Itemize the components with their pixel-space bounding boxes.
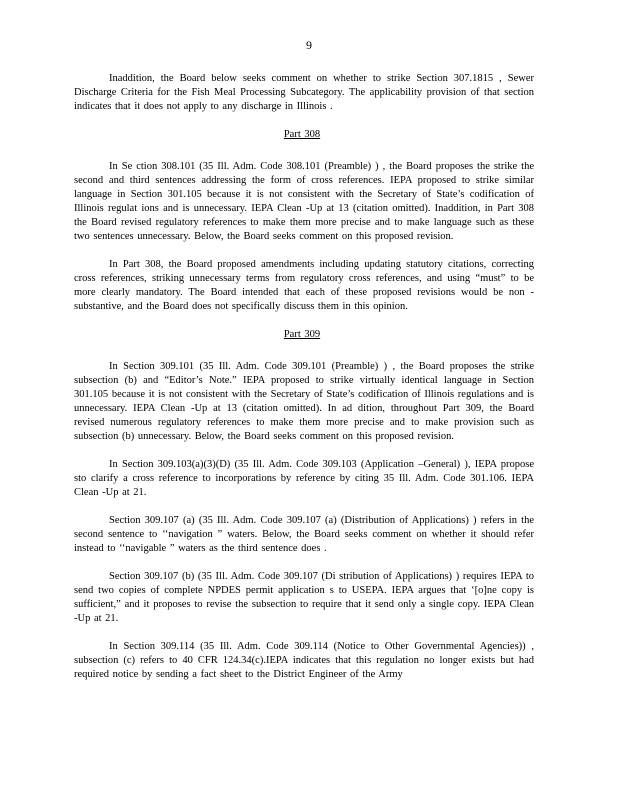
paragraph-308-101: In Se ction 308.101 (35 Ill. Adm. Code 308.101 (Preamble) ) , the Board proposes the strike the second and third sentences addressing the form of cross references. IEPA proposed to strike similar language in Section 301.105 because it is not consistent with the Secretary of State’s codification of Illinois regulat ions and is unnecessary. IEPA Clean -Up at 13 (citation omitted). Inaddition, in Part 308 the Board revised regulatory references to make them more precise and to make language such as these two sentences unnecessary. Below, the Board seeks comment on this proposed revision. (74, 161, 534, 242)
paragraph-309-101: In Section 309.101 (35 Ill. Adm. Code 309.101 (Preamble) ) , the Board proposes the strike subsection (b) and “Editor’s Note.” IEPA proposed to strike virtually identical language in Section 301.105 because it is not consistent with the Secretary of State’s codification of Illinois regulations and is unnecessary. IEPA Clean -Up at 13 (citation omitted). In ad dition, throughout Part 309, the Board revised numerous regulatory references to make them more precise and to make provision such as subsection (b) unnecessary. Below, the Board seeks comment on this proposed revision. (74, 361, 534, 442)
part-309-heading (74, 328, 534, 342)
part-308-heading-text: Part 308 (283, 129, 321, 140)
paragraph-part-308-amendments: In Part 308, the Board proposed amendments including updating statutory citations, correcting cross references, striking unnecessary terms from regulatory cross references, and using “must” to be more clearly mandatory. The Board intended that each of these proposed revisions would be non -substantive, and the Board does not specifically discuss them in this opinion. (74, 259, 534, 312)
paragraph-309-107-a: Section 309.107 (a) (35 Ill. Adm. Code 309.107 (a) (Distribution of Applications) ) refers in the second sentence to ‘‘navigation ” waters. Below, the Board seeks comment on whether it should refer instead to ‘‘navigable ” waters as the third sentence does . (74, 515, 534, 554)
part-308-heading (74, 128, 534, 142)
document-body (74, 72, 534, 696)
paragraph-309-107-b: Section 309.107 (b) (35 Ill. Adm. Code 309.107 (Di stribution of Applications) ) requires IEPA to send two copies of complete NPDES permit application s to USEPA. IEPA argues that ‘[o]ne copy is sufficient,” and it proposes to revise the subsection to require that it send only a single copy. IEPA Clean -Up at 21. (74, 571, 534, 624)
paragraph-309-114: In Section 309.114 (35 Ill. Adm. Code 309.114 (Notice to Other Governmental Agencies)) , subsection (c) refers to 40 CFR 124.34(c).IEPA indicates that this regulation no longer exists but had required notice by sending a fact sheet to the District Engineer of the Army (74, 641, 534, 680)
paragraph-309-103: In Section 309.103(a)(3)(D) (35 Ill. Adm. Code 309.103 (Application –General) ), IEPA propose sto clarify a cross reference to incorporations by reference by citing 35 Ill. Adm. Code 301.106. IEPA Clean -Up at 21. (74, 459, 534, 498)
paragraph-307-1815: Inaddition, the Board below seeks comment on whether to strike Section 307.1815 , Sewer Discharge Criteria for the Fish Meal Processing Subcategory. The applicability provision of that section indicates that it does not apply to any discharge in Illinois . (74, 73, 534, 112)
part-309-heading-text: Part 309 (283, 329, 321, 340)
page-number: 9 (306, 38, 312, 52)
